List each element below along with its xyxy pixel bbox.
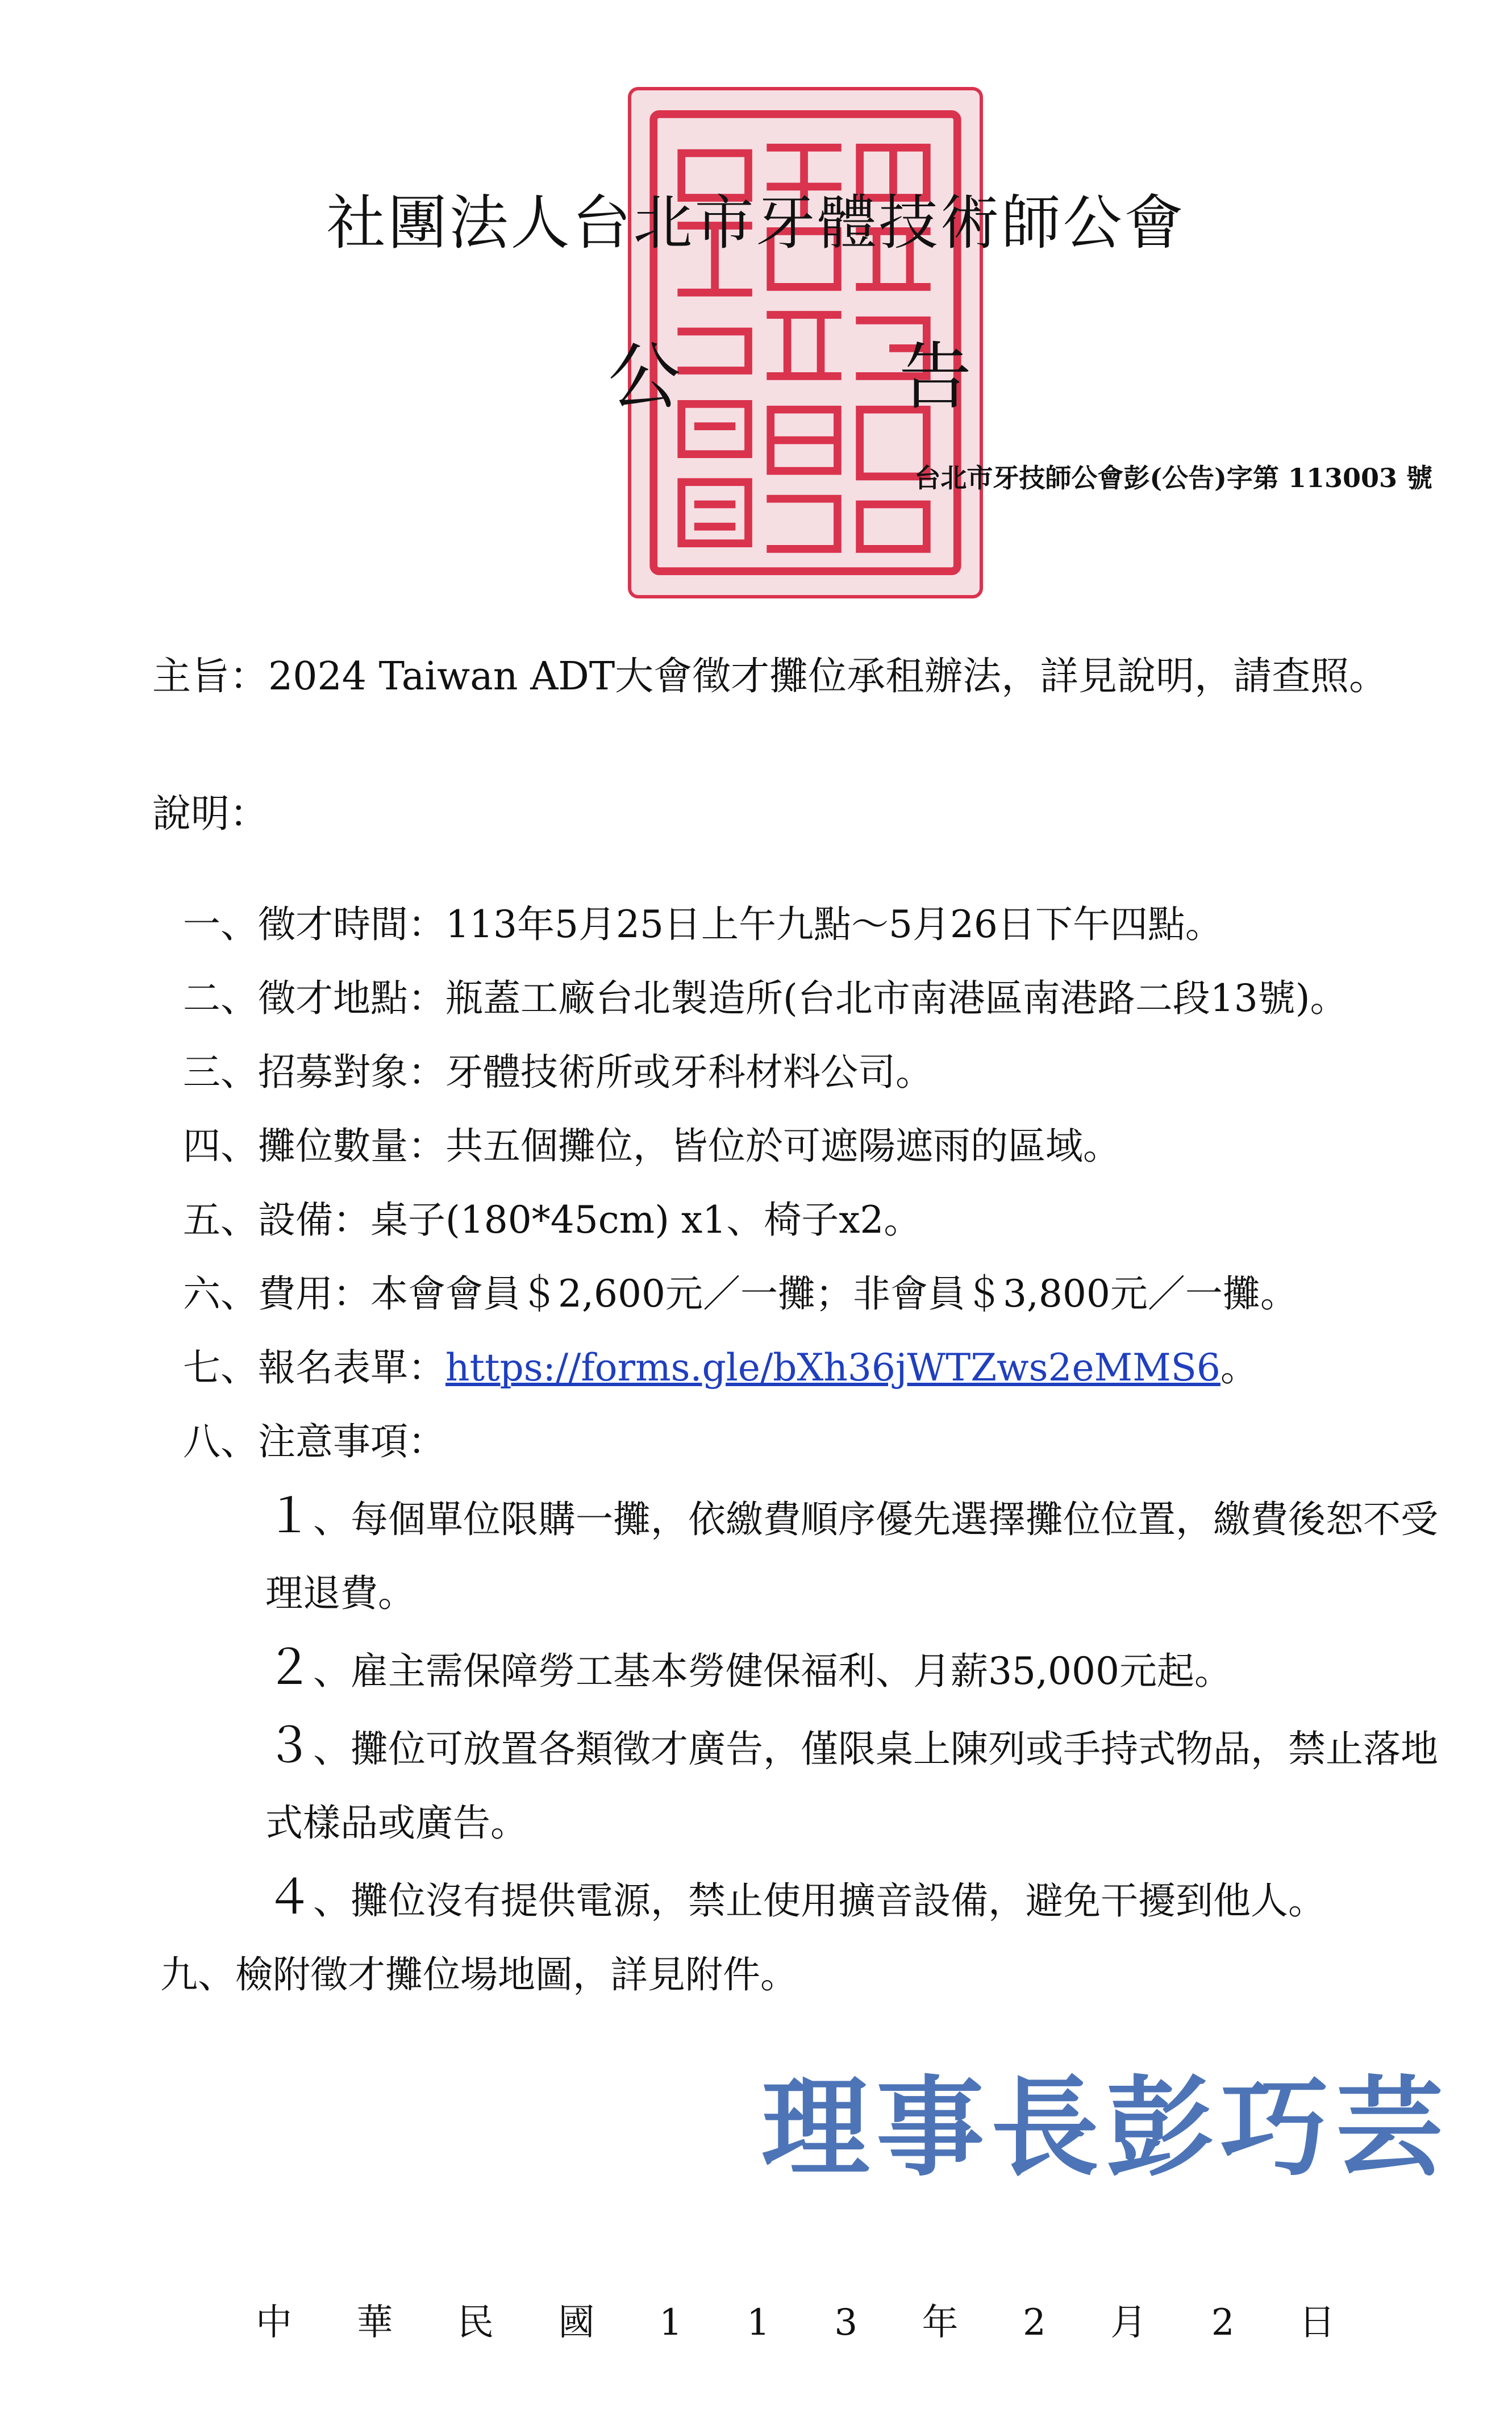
- note-item: [265, 1860, 1444, 1938]
- registration-label: 七、報名表單：: [183, 1346, 445, 1390]
- note-text: 、攤位沒有提供電源，禁止使用擴音設備，避免干擾到他人。: [313, 1879, 1326, 1923]
- notice-title-right: 告: [898, 335, 972, 419]
- item-recruit-time: 一、徵才時間：113年5月25日上午九點～5月26日下午四點。: [183, 903, 1223, 946]
- notice-title: [608, 335, 972, 419]
- date-char: 月: [1110, 2302, 1147, 2344]
- note-number: ２: [265, 1640, 314, 1695]
- date-char: 2: [1211, 2302, 1235, 2344]
- item-registration-form: [183, 1331, 1444, 1405]
- subject-line: 主旨：2024 Taiwan ADT大會徵才攤位承租辦法，詳見說明，請查照。: [152, 654, 1388, 699]
- note-text: 、每個單位限購一攤，依繳費順序優先選擇攤位位置，繳費後恕不受理退費。: [265, 1498, 1439, 1615]
- document-date: [256, 2302, 1335, 2344]
- signature-text: 理事長彭巧芸: [761, 2064, 1451, 2191]
- explanation-label: 說明：: [152, 792, 269, 837]
- note-text: 、雇主需保障勞工基本勞健保福利、月薪35,000元起。: [313, 1649, 1232, 1693]
- note-item: [265, 1631, 1444, 1708]
- note-item: [265, 1708, 1444, 1860]
- document-number: 台北市牙技師公會彭(公告)字第 113003 號: [914, 463, 1432, 493]
- note-number: １: [265, 1488, 314, 1544]
- note-item: [265, 1479, 1444, 1631]
- note-text: 、攤位可放置各類徵才廣告，僅限桌上陳列或手持式物品，禁止落地式樣品或廣告。: [265, 1727, 1439, 1845]
- organization-title: 社團法人台北市牙體技術師公會: [326, 188, 1186, 257]
- date-char: 華: [356, 2302, 393, 2344]
- date-char: 民: [457, 2302, 494, 2344]
- item-fees: 六、費用：本會會員＄2,600元／一攤；非會員＄3,800元／一攤。: [183, 1272, 1298, 1316]
- date-char: 年: [922, 2302, 959, 2344]
- item-notes-heading: 八、注意事項：: [183, 1420, 445, 1463]
- notice-title-left: 公: [608, 335, 681, 419]
- item-equipment: 五、設備：桌子(180*45cm) x1、椅子x2。: [183, 1198, 922, 1242]
- item-attachment: 九、檢附徵才攤位場地圖，詳見附件。: [160, 1953, 798, 1997]
- date-char: 日: [1298, 2302, 1335, 2344]
- note-number: ４: [265, 1869, 314, 1925]
- note-number: ３: [265, 1717, 314, 1773]
- date-char: 中: [256, 2302, 292, 2344]
- item-target: 三、招募對象：牙體技術所或牙科材料公司。: [183, 1050, 933, 1094]
- registration-link[interactable]: https://forms.gle/bXh36jWTZws2eMMS6: [445, 1346, 1221, 1390]
- date-char: 3: [834, 2302, 858, 2344]
- notes-list: [183, 1479, 1444, 1938]
- date-char: 國: [558, 2302, 595, 2344]
- registration-suffix: 。: [1220, 1346, 1258, 1390]
- chairman-signature: [756, 2023, 1455, 2205]
- date-char: 1: [659, 2302, 682, 2344]
- signature-brush-icon: [756, 2023, 1455, 2205]
- date-char: 1: [747, 2302, 770, 2344]
- item-recruit-location: 二、徵才地點：瓶蓋工廠台北製造所(台北市南港區南港路二段13號)。: [183, 976, 1348, 1020]
- item-booth-count: 四、攤位數量：共五個攤位，皆位於可遮陽遮雨的區域。: [183, 1124, 1121, 1168]
- date-char: 2: [1023, 2302, 1046, 2344]
- explanation-list: [160, 888, 1444, 2012]
